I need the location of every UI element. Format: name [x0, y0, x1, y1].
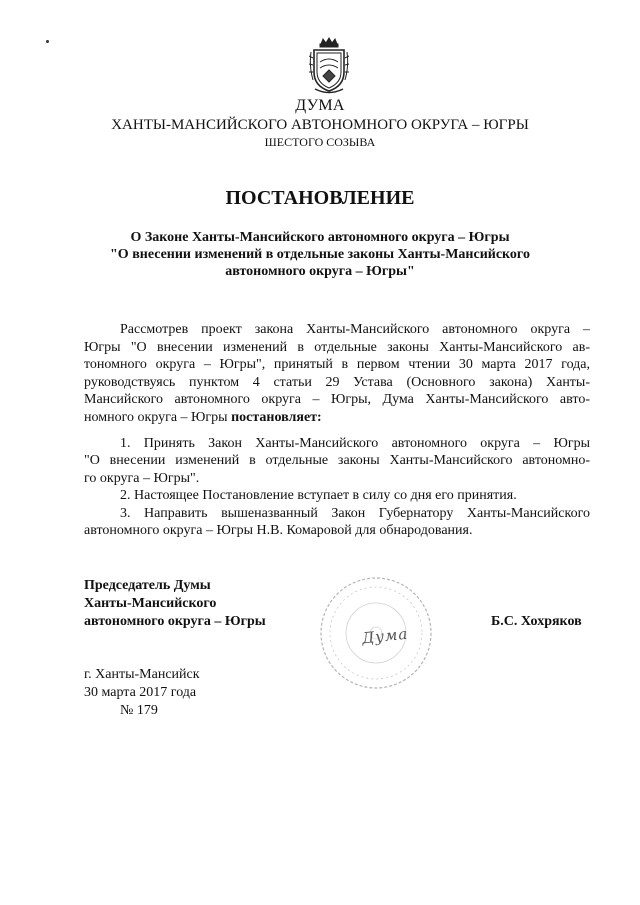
item-1-line-1: 1. Принять Закон Ханты-Мансийского автономного округа – Югры: [120, 436, 590, 451]
signer-title-line-2: Ханты-Мансийского: [84, 596, 217, 611]
preamble-line-3: тономного округа – Югры", принятый в первом чтении 30 марта 2017 года,: [84, 357, 590, 372]
header-convocation: ШЕСТОГО СОЗЫВА: [264, 135, 376, 149]
preamble-line-6: [84, 410, 322, 426]
item-1-line-3: го округа – Югры".: [84, 471, 200, 486]
coat-of-arms-icon: [309, 36, 349, 94]
header-duma: ДУМА: [295, 97, 345, 114]
handwritten-signature: Дума: [361, 624, 410, 648]
place: г. Ханты-Мансийск: [84, 667, 200, 682]
item-3-line-1: 3. Направить вышеназванный Закон Губернатору Ханты-Мансийского: [120, 506, 590, 521]
preamble-line-5: Мансийского автономного округа – Югры, Дума Ханты-Мансийского авто-: [84, 392, 590, 407]
subject-line-3: автономного округа – Югры": [225, 264, 415, 279]
signer-title-line-1: Председатель Думы: [84, 578, 211, 593]
preamble-line-1: Рассмотрев проект закона Ханты-Мансийского автономного округа –: [120, 322, 590, 337]
header-district: ХАНТЫ-МАНСИЙСКОГО АВТОНОМНОГО ОКРУГА – ЮГРЫ: [111, 117, 529, 133]
item-2-line-1: 2. Настоящее Постановление вступает в силу со дня его принятия.: [120, 488, 517, 503]
preamble-line-6-text: номного округа – Югры: [84, 410, 232, 425]
date: 30 марта 2017 года: [84, 685, 197, 700]
preamble-line-4: руководствуясь пунктом 4 статьи 29 Устава (Основного закона) Ханты-: [84, 375, 590, 390]
document-type-title: ПОСТАНОВЛЕНИЕ: [225, 187, 415, 209]
signer-name: Б.С. Хохряков: [491, 614, 582, 629]
resolves-keyword: постановляет:: [231, 410, 322, 425]
signer-title-line-3: автономного округа – Югры: [84, 614, 266, 629]
subject-line-1: О Законе Ханты-Мансийского автономного округа – Югры: [130, 230, 510, 245]
preamble-line-2: Югры "О внесении изменений в отдельные законы Ханты-Мансийского ав-: [84, 340, 590, 355]
item-3-line-2: автономного округа – Югры Н.В. Комаровой для обнародования.: [84, 523, 473, 538]
scan-speck: [46, 40, 49, 43]
document-number: № 179: [120, 703, 158, 718]
item-1-line-2: "О внесении изменений в отдельные законы Ханты-Мансийского автономно-: [84, 453, 590, 468]
subject-line-2: "О внесении изменений в отдельные законы Ханты-Мансийского: [110, 247, 530, 262]
